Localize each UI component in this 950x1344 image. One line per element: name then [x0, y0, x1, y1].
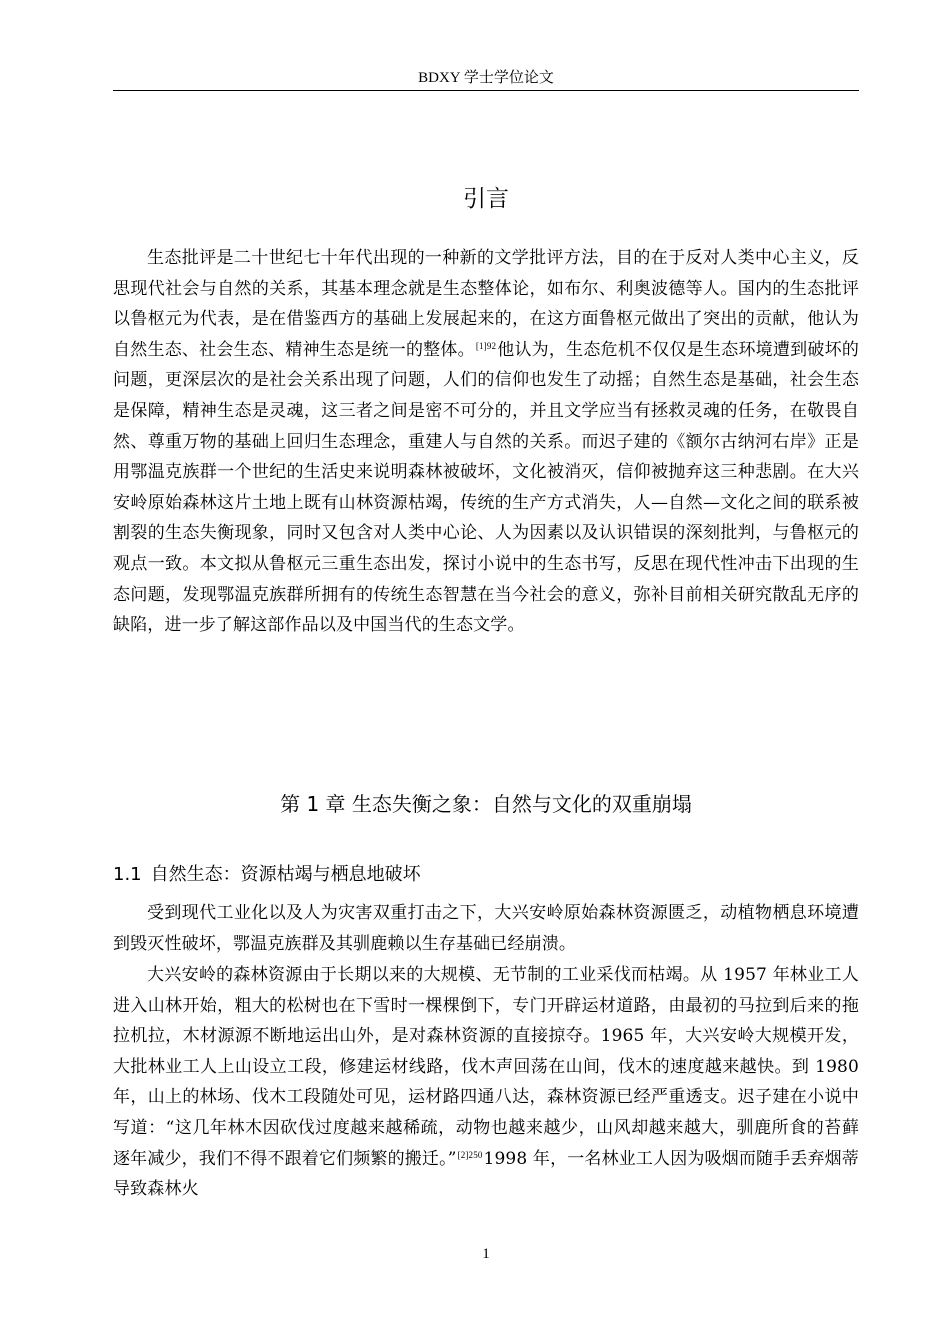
header-rule	[113, 90, 859, 91]
section-paragraph-2	[113, 960, 859, 1205]
intro-title: 引言	[463, 186, 509, 212]
page-number: 1	[482, 1246, 490, 1262]
intro-paragraph-text-b: 他认为，生态危机不仅仅是生态环境遭到破坏的问题，更深层次的是社会关系出现了问题，人们的信仰也发生了动摇；自然生态是基础，社会生态是保障，精神生态是灵魂，这三者之间是密不可分的，并且文学应当有拯救灵魂的任务，在敬畏自然、尊重万物的基础上回归生态理念，重建人与自然的关系。而迟子建的《额尔古纳河右岸》正是用鄂温克族群一个世纪的生活史来说明森林被破坏，文化被消灭，信仰被抛弃这三种悲剧。在大兴安岭原始森林这片土地上既有山林资源枯竭，传统的生产方式消失，人—自然—文化之间的联系被割裂的生态失衡现象，同时又包含对人类中心论、人为因素以及认识错误的深刻批判，与鲁枢元的观点一致。本文拟从鲁枢元三重生态出发，探讨小说中的生态书写，反思在现代性冲击下出现的生态问题，发现鄂温克族群所拥有的传统生态智慧在当今社会的意义，弥补目前相关研究散乱无序的缺陷，进一步了解这部作品以及中国当代的生态文学。	[113, 339, 859, 636]
running-header: BDXY 学士学位论文	[418, 70, 554, 86]
citation-marker: [1]92	[475, 340, 497, 351]
intro-paragraph-text-a: 生态批评是二十世纪七十年代出现的一种新的文学批评方法，目的在于反对人类中心主义，反思现代社会与自然的关系，其基本理念就是生态整体论，如布尔、利奥波德等人。国内的生态批评以鲁枢元为代表，是在借鉴西方的基础上发展起来的，在这方面鲁枢元做出了突出的贡献，他认为自然生态、社会生态、精神生态是统一的整体。	[113, 248, 859, 360]
section-title: 自然生态：资源枯竭与栖息地破坏	[150, 864, 421, 885]
section-paragraph-1: 受到现代工业化以及人为灾害双重打击之下，大兴安岭原始森林资源匮乏，动植物栖息环境遭到毁灭性破坏，鄂温克族群及其驯鹿赖以生存基础已经崩溃。	[113, 903, 859, 954]
section-number: 1.1	[113, 864, 142, 885]
citation-marker: [2]250	[457, 1149, 483, 1160]
intro-paragraph	[113, 243, 859, 641]
section-paragraph-2-text-a: 大兴安岭的森林资源由于长期以来的大规模、无节制的工业采伐而枯竭。从 1957 年林业工人进入山林开始，粗大的松树也在下雪时一棵棵倒下，专门开辟运材道路，由最初的马拉到后来的拖拉机拉，木材源源不断地运出山外，是对森林资源的直接掠夺。1965 年，大兴安岭大规模开发，大批林业工人上山设立工段，修建运材线路，伐木声回荡在山间，伐木的速度越来越快。到 1980 年，山上的林场、伐木工段随处可见，运材路四通八达，森林资源已经严重透支。迟子建在小说中写道：“这几年林木因砍伐过度越来越稀疏，动物也越来越少，山风却越来越大，驯鹿所食的苔藓逐年减少，我们不得不跟着它们频繁的搬迁。”	[113, 965, 859, 1169]
section-heading	[113, 860, 859, 886]
section-paragraph-2-text-b: 1998 年，一名林业工人因为吸烟而随手丢弃烟蒂导致森林火	[113, 1148, 859, 1200]
chapter-heading: 第 1 章 生态失衡之象：自然与文化的双重崩塌	[280, 792, 692, 816]
